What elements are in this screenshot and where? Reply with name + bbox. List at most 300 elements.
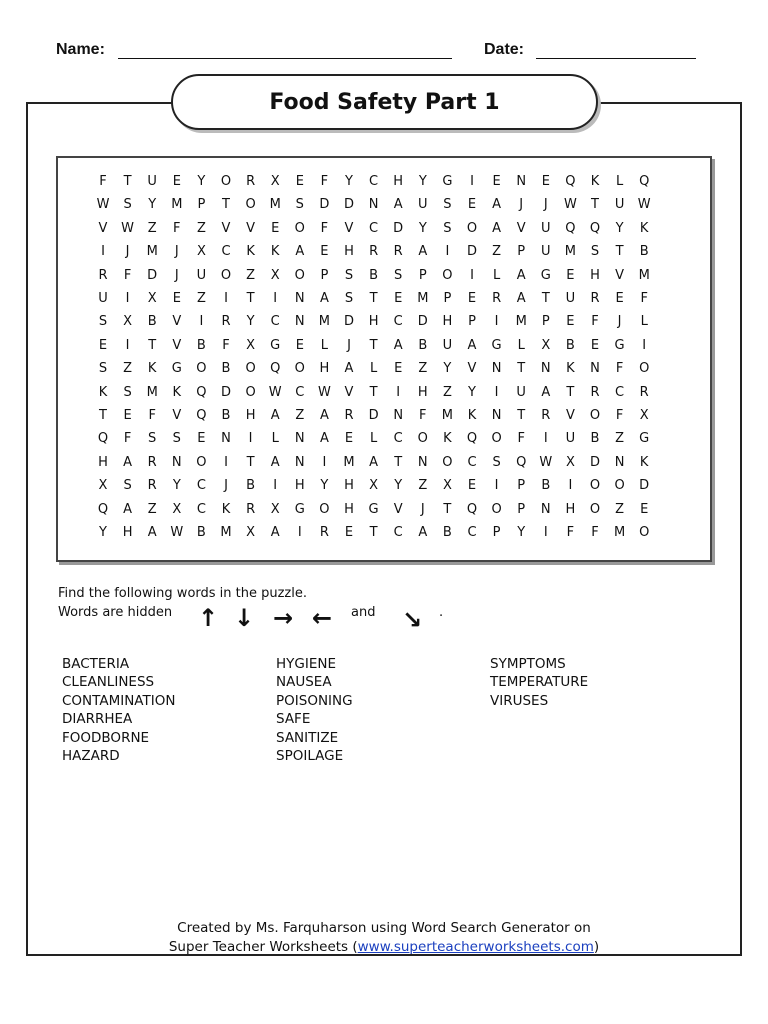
- grid-letter[interactable]: L: [640, 314, 648, 330]
- grid-letter[interactable]: U: [541, 244, 551, 260]
- grid-letter[interactable]: T: [541, 291, 550, 306]
- grid-letter[interactable]: M: [269, 197, 281, 213]
- grid-letter[interactable]: A: [295, 244, 305, 260]
- grid-letter[interactable]: A: [270, 525, 280, 540]
- grid-letter[interactable]: P: [197, 197, 206, 213]
- grid-letter[interactable]: Y: [148, 197, 157, 213]
- grid-letter[interactable]: N: [417, 454, 428, 470]
- grid-letter[interactable]: E: [566, 267, 575, 283]
- grid-letter[interactable]: I: [642, 337, 647, 353]
- grid-letter[interactable]: B: [590, 431, 600, 447]
- grid-letter[interactable]: F: [615, 408, 624, 423]
- grid-letter[interactable]: U: [565, 291, 576, 306]
- grid-letter[interactable]: R: [590, 291, 600, 306]
- grid-letter[interactable]: C: [221, 244, 231, 260]
- grid-letter[interactable]: S: [172, 431, 181, 447]
- grid-letter[interactable]: J: [347, 337, 351, 353]
- grid-letter[interactable]: U: [196, 267, 207, 283]
- grid-letter[interactable]: H: [344, 244, 354, 260]
- grid-letter[interactable]: E: [541, 174, 550, 189]
- grid-letter[interactable]: Q: [589, 220, 601, 236]
- grid-letter[interactable]: N: [393, 408, 404, 423]
- grid-letter[interactable]: I: [322, 454, 327, 470]
- grid-letter[interactable]: I: [494, 314, 499, 330]
- grid-letter[interactable]: O: [491, 431, 502, 447]
- grid-letter[interactable]: B: [246, 478, 256, 494]
- grid-letter[interactable]: O: [294, 361, 305, 377]
- grid-letter[interactable]: C: [467, 525, 477, 540]
- grid-letter[interactable]: V: [565, 408, 575, 423]
- grid-letter[interactable]: I: [273, 478, 278, 494]
- grid-letter[interactable]: I: [543, 525, 548, 540]
- grid-letter[interactable]: E: [492, 174, 501, 189]
- grid-letter[interactable]: E: [590, 337, 600, 353]
- grid-letter[interactable]: X: [270, 501, 280, 517]
- grid-letter[interactable]: Q: [196, 408, 207, 423]
- grid-letter[interactable]: D: [393, 220, 404, 236]
- grid-letter[interactable]: Q: [565, 220, 576, 236]
- grid-letter[interactable]: O: [589, 478, 601, 494]
- grid-letter[interactable]: N: [540, 501, 551, 517]
- grid-letter[interactable]: E: [172, 291, 181, 306]
- grid-letter[interactable]: A: [418, 244, 428, 260]
- grid-letter[interactable]: S: [344, 267, 354, 283]
- grid-letter[interactable]: O: [614, 478, 625, 494]
- grid-letter[interactable]: Z: [123, 361, 133, 377]
- grid-letter[interactable]: I: [199, 314, 204, 330]
- grid-letter[interactable]: K: [147, 361, 157, 377]
- grid-letter[interactable]: I: [543, 431, 548, 447]
- grid-letter[interactable]: C: [369, 220, 379, 236]
- grid-letter[interactable]: Z: [492, 244, 502, 260]
- grid-letter[interactable]: O: [319, 501, 330, 517]
- grid-letter[interactable]: U: [541, 220, 551, 236]
- grid-letter[interactable]: H: [344, 501, 354, 517]
- grid-letter[interactable]: T: [369, 384, 378, 400]
- grid-letter[interactable]: M: [220, 525, 232, 540]
- grid-letter[interactable]: D: [639, 478, 650, 494]
- grid-letter[interactable]: M: [515, 314, 527, 330]
- grid-letter[interactable]: Z: [196, 291, 206, 306]
- grid-letter[interactable]: O: [245, 384, 256, 400]
- grid-letter[interactable]: S: [443, 220, 452, 236]
- grid-letter[interactable]: F: [517, 431, 525, 447]
- grid-letter[interactable]: K: [246, 244, 255, 260]
- grid-letter[interactable]: K: [639, 454, 649, 470]
- grid-letter[interactable]: Q: [639, 174, 650, 189]
- grid-letter[interactable]: B: [442, 525, 452, 540]
- grid-letter[interactable]: E: [467, 291, 477, 306]
- grid-letter[interactable]: R: [147, 454, 157, 470]
- grid-letter[interactable]: L: [492, 267, 501, 283]
- grid-letter[interactable]: F: [222, 337, 230, 353]
- grid-letter[interactable]: M: [441, 408, 453, 423]
- grid-letter[interactable]: X: [442, 478, 452, 494]
- grid-letter[interactable]: E: [98, 337, 108, 353]
- grid-letter[interactable]: I: [568, 478, 573, 494]
- grid-letter[interactable]: F: [640, 291, 648, 306]
- grid-letter[interactable]: J: [174, 267, 179, 283]
- grid-letter[interactable]: X: [246, 525, 256, 540]
- grid-letter[interactable]: E: [615, 291, 624, 306]
- grid-letter[interactable]: K: [639, 220, 649, 236]
- grid-letter[interactable]: U: [442, 337, 453, 353]
- grid-letter[interactable]: M: [343, 454, 355, 470]
- grid-letter[interactable]: N: [540, 361, 551, 377]
- grid-letter[interactable]: M: [417, 291, 429, 306]
- grid-letter[interactable]: C: [369, 174, 379, 189]
- grid-letter[interactable]: P: [492, 525, 501, 540]
- name-field[interactable]: [118, 58, 452, 59]
- grid-letter[interactable]: T: [123, 174, 132, 189]
- grid-letter[interactable]: O: [294, 220, 305, 236]
- grid-letter[interactable]: D: [589, 454, 600, 470]
- grid-letter[interactable]: X: [541, 337, 551, 353]
- grid-letter[interactable]: T: [222, 197, 230, 213]
- grid-letter[interactable]: E: [467, 197, 477, 213]
- grid-letter[interactable]: X: [246, 337, 256, 353]
- grid-letter[interactable]: R: [393, 244, 403, 260]
- grid-letter[interactable]: M: [564, 244, 576, 260]
- grid-letter[interactable]: O: [294, 267, 305, 283]
- grid-letter[interactable]: U: [614, 197, 625, 213]
- grid-letter[interactable]: F: [419, 408, 427, 423]
- grid-letter[interactable]: S: [590, 244, 600, 260]
- grid-letter[interactable]: B: [221, 361, 231, 377]
- grid-letter[interactable]: R: [590, 384, 600, 400]
- grid-letter[interactable]: N: [294, 314, 305, 330]
- grid-letter[interactable]: K: [172, 384, 182, 400]
- grid-letter[interactable]: Q: [466, 501, 478, 517]
- grid-letter[interactable]: O: [245, 361, 256, 377]
- grid-letter[interactable]: K: [590, 174, 600, 189]
- grid-letter[interactable]: A: [492, 197, 502, 213]
- grid-letter[interactable]: R: [369, 244, 379, 260]
- grid-letter[interactable]: Y: [443, 361, 452, 377]
- grid-letter[interactable]: P: [541, 314, 550, 330]
- grid-letter[interactable]: D: [220, 384, 231, 400]
- grid-letter[interactable]: D: [368, 408, 379, 423]
- grid-letter[interactable]: Q: [565, 174, 576, 189]
- grid-letter[interactable]: N: [491, 408, 502, 423]
- grid-letter[interactable]: M: [146, 384, 158, 400]
- grid-letter[interactable]: V: [344, 220, 354, 236]
- grid-letter[interactable]: A: [369, 454, 379, 470]
- grid-letter[interactable]: X: [565, 454, 575, 470]
- grid-letter[interactable]: I: [125, 337, 130, 353]
- grid-letter[interactable]: K: [467, 408, 477, 423]
- grid-letter[interactable]: T: [99, 408, 107, 423]
- date-field[interactable]: [536, 58, 696, 59]
- grid-letter[interactable]: V: [516, 220, 526, 236]
- grid-letter[interactable]: A: [393, 197, 403, 213]
- grid-letter[interactable]: A: [344, 361, 354, 377]
- grid-letter[interactable]: B: [565, 337, 575, 353]
- grid-letter[interactable]: V: [467, 361, 477, 377]
- grid-letter[interactable]: E: [344, 431, 354, 447]
- grid-letter[interactable]: R: [246, 174, 256, 189]
- grid-letter[interactable]: V: [98, 220, 108, 236]
- grid-letter[interactable]: L: [369, 361, 378, 377]
- grid-letter[interactable]: G: [491, 337, 502, 353]
- grid-letter[interactable]: E: [344, 525, 354, 540]
- grid-letter[interactable]: H: [442, 314, 453, 330]
- grid-letter[interactable]: O: [442, 454, 453, 470]
- grid-letter[interactable]: R: [344, 408, 354, 423]
- grid-letter[interactable]: I: [470, 174, 474, 189]
- grid-letter[interactable]: Z: [196, 220, 206, 236]
- grid-letter[interactable]: C: [196, 478, 206, 494]
- grid-letter[interactable]: I: [224, 454, 228, 470]
- grid-letter[interactable]: W: [539, 454, 553, 470]
- grid-letter[interactable]: E: [295, 174, 304, 189]
- grid-letter[interactable]: L: [517, 337, 525, 353]
- grid-letter[interactable]: D: [343, 314, 354, 330]
- grid-letter[interactable]: N: [614, 454, 625, 470]
- grid-letter[interactable]: E: [123, 408, 132, 423]
- grid-letter[interactable]: N: [221, 431, 231, 447]
- grid-letter[interactable]: I: [445, 244, 450, 260]
- grid-letter[interactable]: W: [268, 384, 282, 400]
- grid-letter[interactable]: V: [615, 267, 625, 283]
- grid-letter[interactable]: G: [368, 501, 379, 517]
- grid-letter[interactable]: C: [196, 501, 206, 517]
- grid-letter[interactable]: N: [171, 454, 182, 470]
- grid-letter[interactable]: O: [417, 431, 428, 447]
- grid-letter[interactable]: A: [541, 384, 551, 400]
- grid-letter[interactable]: X: [172, 501, 182, 517]
- grid-letter[interactable]: K: [270, 244, 280, 260]
- grid-letter[interactable]: W: [563, 197, 577, 213]
- grid-letter[interactable]: T: [369, 337, 378, 353]
- grid-letter[interactable]: T: [615, 244, 624, 260]
- grid-letter[interactable]: O: [589, 408, 601, 423]
- grid-letter[interactable]: P: [418, 267, 427, 283]
- grid-letter[interactable]: A: [516, 267, 526, 283]
- grid-letter[interactable]: I: [224, 291, 228, 306]
- grid-letter[interactable]: L: [320, 337, 329, 353]
- grid-letter[interactable]: A: [123, 454, 133, 470]
- grid-letter[interactable]: E: [640, 501, 649, 517]
- grid-letter[interactable]: O: [466, 220, 478, 236]
- grid-letter[interactable]: M: [613, 525, 626, 540]
- grid-letter[interactable]: Y: [394, 478, 403, 494]
- grid-letter[interactable]: X: [196, 244, 206, 260]
- grid-letter[interactable]: Y: [197, 174, 206, 189]
- grid-letter[interactable]: Z: [295, 408, 305, 423]
- grid-letter[interactable]: H: [393, 174, 404, 189]
- grid-letter[interactable]: Y: [468, 384, 476, 400]
- grid-letter[interactable]: F: [615, 361, 624, 377]
- grid-letter[interactable]: L: [369, 431, 378, 447]
- grid-letter[interactable]: Q: [97, 431, 109, 447]
- grid-letter[interactable]: N: [294, 454, 305, 470]
- grid-letter[interactable]: W: [637, 197, 651, 213]
- grid-letter[interactable]: H: [245, 408, 256, 423]
- grid-letter[interactable]: T: [517, 408, 526, 423]
- grid-letter[interactable]: E: [172, 174, 181, 189]
- grid-letter[interactable]: X: [147, 291, 157, 306]
- grid-letter[interactable]: I: [494, 384, 499, 400]
- grid-letter[interactable]: J: [174, 244, 179, 260]
- grid-letter[interactable]: S: [344, 291, 354, 306]
- grid-letter[interactable]: W: [121, 220, 135, 236]
- grid-letter[interactable]: R: [541, 408, 551, 423]
- grid-letter[interactable]: J: [224, 478, 228, 494]
- grid-letter[interactable]: F: [566, 525, 575, 540]
- grid-letter[interactable]: R: [221, 314, 231, 330]
- grid-letter[interactable]: C: [615, 384, 625, 400]
- grid-letter[interactable]: O: [196, 454, 207, 470]
- grid-letter[interactable]: Z: [615, 431, 625, 447]
- grid-letter[interactable]: S: [148, 431, 157, 447]
- grid-letter[interactable]: B: [196, 525, 206, 540]
- grid-letter[interactable]: T: [566, 384, 575, 400]
- grid-letter[interactable]: H: [590, 267, 600, 283]
- grid-letter[interactable]: B: [369, 267, 379, 283]
- grid-letter[interactable]: F: [173, 220, 181, 236]
- grid-letter[interactable]: Y: [615, 220, 624, 236]
- grid-letter[interactable]: I: [125, 291, 130, 306]
- grid-letter[interactable]: M: [171, 197, 183, 213]
- grid-letter[interactable]: V: [221, 220, 231, 236]
- grid-letter[interactable]: F: [591, 314, 599, 330]
- grid-letter[interactable]: S: [123, 384, 132, 400]
- grid-letter[interactable]: S: [492, 454, 501, 470]
- grid-letter[interactable]: T: [148, 337, 157, 353]
- grid-letter[interactable]: V: [344, 384, 354, 400]
- grid-letter[interactable]: R: [246, 501, 256, 517]
- grid-letter[interactable]: A: [123, 501, 133, 517]
- grid-letter[interactable]: N: [294, 431, 305, 447]
- grid-letter[interactable]: E: [394, 291, 403, 306]
- grid-letter[interactable]: A: [467, 337, 477, 353]
- grid-letter[interactable]: Q: [270, 361, 281, 377]
- grid-letter[interactable]: W: [96, 197, 110, 213]
- grid-letter[interactable]: I: [248, 431, 253, 447]
- grid-letter[interactable]: K: [98, 384, 108, 400]
- grid-letter[interactable]: R: [147, 478, 157, 494]
- grid-letter[interactable]: Y: [418, 174, 427, 189]
- grid-letter[interactable]: V: [172, 337, 182, 353]
- grid-letter[interactable]: O: [245, 197, 256, 213]
- grid-letter[interactable]: B: [418, 337, 428, 353]
- grid-letter[interactable]: R: [98, 267, 108, 283]
- grid-letter[interactable]: Y: [418, 220, 427, 236]
- grid-letter[interactable]: R: [492, 291, 502, 306]
- grid-letter[interactable]: Y: [99, 525, 107, 540]
- grid-letter[interactable]: E: [271, 220, 280, 236]
- grid-letter[interactable]: W: [170, 525, 184, 540]
- grid-letter[interactable]: A: [270, 454, 280, 470]
- grid-letter[interactable]: R: [319, 525, 329, 540]
- grid-letter[interactable]: P: [468, 314, 476, 330]
- grid-letter[interactable]: Q: [97, 501, 109, 517]
- grid-letter[interactable]: O: [196, 361, 207, 377]
- grid-letter[interactable]: L: [615, 174, 624, 189]
- grid-letter[interactable]: Z: [418, 478, 428, 494]
- grid-letter[interactable]: F: [99, 174, 107, 189]
- grid-letter[interactable]: E: [566, 314, 575, 330]
- grid-letter[interactable]: F: [148, 408, 156, 423]
- grid-letter[interactable]: A: [319, 408, 329, 423]
- grid-letter[interactable]: F: [123, 431, 132, 447]
- grid-letter[interactable]: N: [590, 361, 600, 377]
- grid-letter[interactable]: Y: [172, 478, 181, 494]
- grid-letter[interactable]: D: [319, 197, 330, 213]
- grid-letter[interactable]: T: [591, 197, 599, 213]
- grid-letter[interactable]: J: [519, 197, 524, 213]
- grid-letter[interactable]: O: [220, 267, 232, 283]
- grid-letter[interactable]: X: [639, 408, 649, 423]
- grid-letter[interactable]: Y: [345, 174, 353, 189]
- grid-letter[interactable]: K: [443, 431, 452, 447]
- grid-letter[interactable]: F: [591, 525, 599, 540]
- grid-letter[interactable]: V: [172, 314, 182, 330]
- grid-letter[interactable]: O: [491, 501, 502, 517]
- footer-link[interactable]: www.superteacherworksheets.com: [357, 939, 594, 955]
- grid-letter[interactable]: Q: [196, 384, 207, 400]
- grid-letter[interactable]: E: [295, 337, 304, 353]
- grid-letter[interactable]: C: [295, 384, 305, 400]
- grid-letter[interactable]: Z: [147, 501, 157, 517]
- grid-letter[interactable]: H: [565, 501, 576, 517]
- grid-letter[interactable]: Y: [517, 525, 526, 540]
- grid-letter[interactable]: D: [466, 244, 477, 260]
- grid-letter[interactable]: X: [98, 478, 108, 494]
- grid-letter[interactable]: Y: [320, 478, 329, 494]
- grid-letter[interactable]: S: [98, 361, 108, 377]
- grid-letter[interactable]: T: [246, 291, 255, 306]
- grid-letter[interactable]: M: [638, 267, 650, 283]
- grid-letter[interactable]: G: [614, 337, 625, 353]
- grid-letter[interactable]: G: [270, 337, 281, 353]
- grid-letter[interactable]: O: [639, 525, 650, 540]
- grid-letter[interactable]: B: [541, 478, 551, 494]
- grid-letter[interactable]: U: [147, 174, 157, 189]
- grid-letter[interactable]: I: [273, 291, 278, 306]
- grid-letter[interactable]: G: [540, 267, 551, 283]
- grid-letter[interactable]: I: [396, 384, 401, 400]
- grid-letter[interactable]: H: [294, 478, 305, 494]
- grid-letter[interactable]: S: [394, 267, 403, 283]
- grid-letter[interactable]: K: [566, 361, 575, 377]
- grid-letter[interactable]: U: [516, 384, 526, 400]
- grid-letter[interactable]: Q: [516, 454, 527, 470]
- grid-letter[interactable]: J: [617, 314, 622, 330]
- grid-letter[interactable]: G: [639, 431, 650, 447]
- grid-letter[interactable]: H: [98, 454, 108, 470]
- grid-letter[interactable]: O: [589, 501, 601, 517]
- grid-letter[interactable]: B: [639, 244, 649, 260]
- grid-letter[interactable]: V: [172, 408, 182, 423]
- grid-letter[interactable]: X: [270, 267, 280, 283]
- grid-letter[interactable]: T: [369, 525, 378, 540]
- grid-letter[interactable]: I: [470, 267, 474, 283]
- grid-letter[interactable]: Z: [246, 267, 256, 283]
- grid-letter[interactable]: P: [320, 267, 329, 283]
- grid-letter[interactable]: C: [393, 431, 403, 447]
- grid-letter[interactable]: A: [270, 408, 280, 423]
- grid-letter[interactable]: E: [320, 244, 329, 260]
- grid-letter[interactable]: U: [98, 291, 108, 306]
- grid-letter[interactable]: F: [320, 174, 329, 189]
- grid-letter[interactable]: N: [368, 197, 379, 213]
- grid-letter[interactable]: G: [171, 361, 182, 377]
- grid-letter[interactable]: F: [123, 267, 132, 283]
- grid-letter[interactable]: J: [543, 197, 548, 213]
- grid-letter[interactable]: N: [491, 361, 502, 377]
